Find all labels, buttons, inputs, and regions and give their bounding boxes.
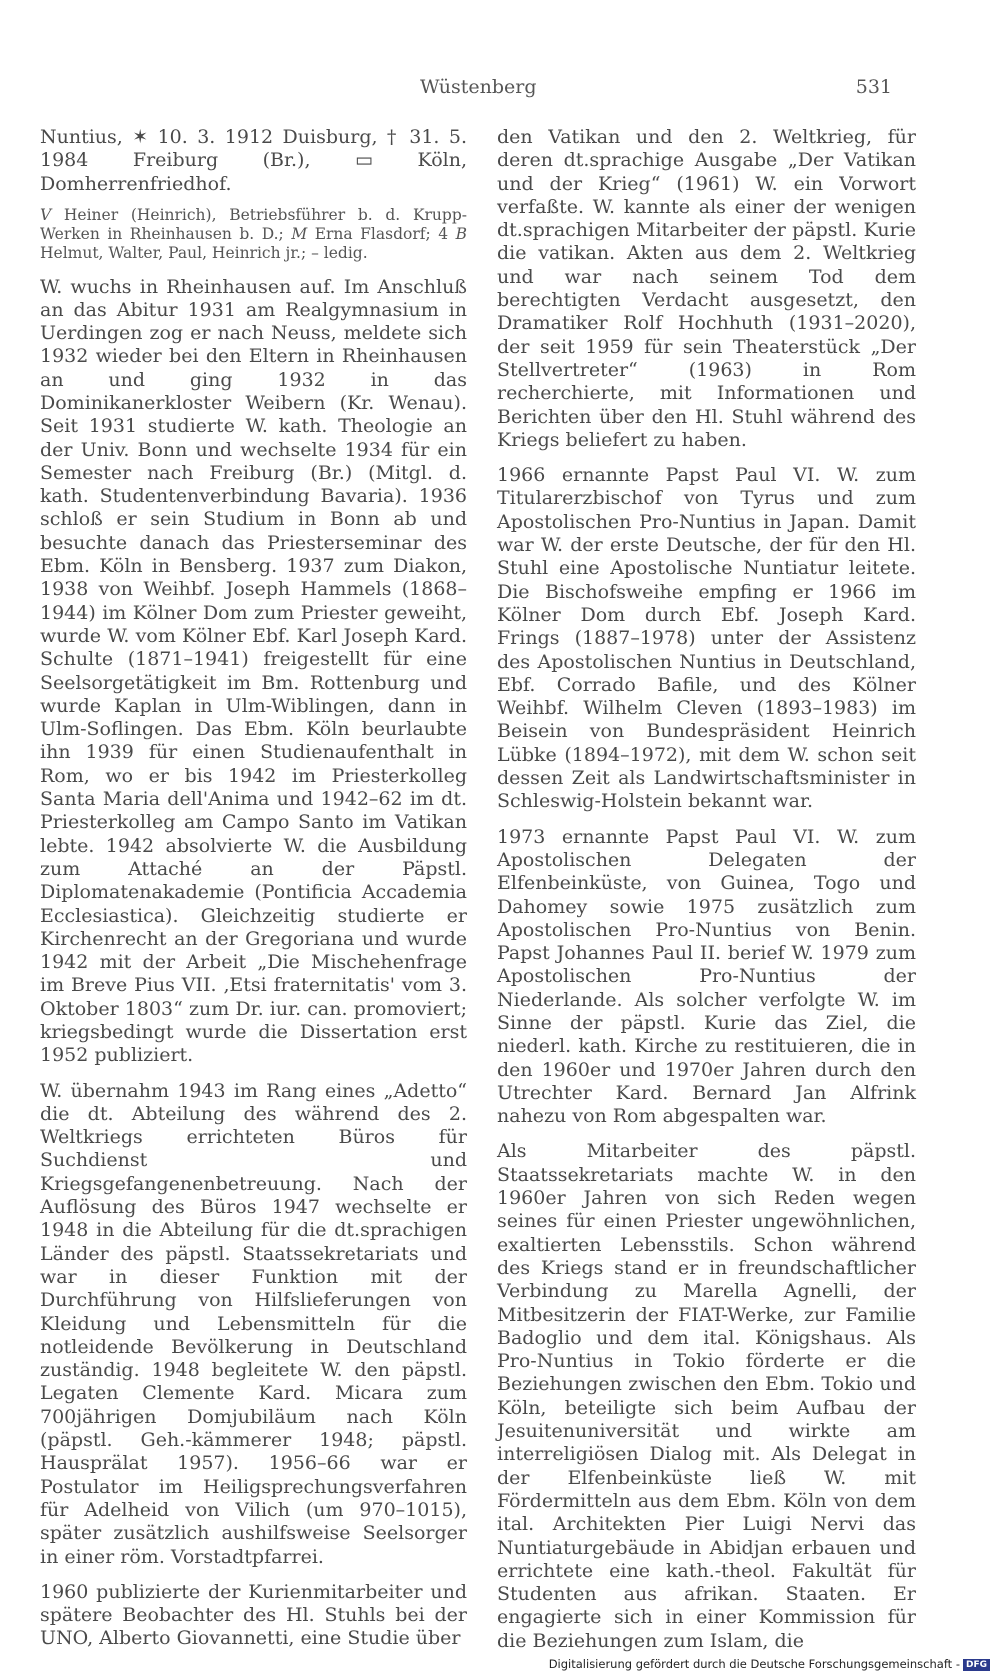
mother-text: Erna Flasdorf; 4 [307,225,456,244]
biography-dates-paragraph: Nuntius, ✶ 10. 3. 1912 Duisburg, † 31. 5. 1984 Freiburg (Br.), ▭ Köln, Domherrenfriedhof. [40,126,467,195]
siblings-text: Helmut, Walter, Paul, Heinrich jr.; – ledig. [40,244,368,263]
body-paragraph: Als Mitarbeiter des päpstl. Staatssekretariats machte W. in den 1960er Jahren von sich Reden wegen seines für einen Priester ungewöhnlichen, exaltierten Lebensstils. Schon während des Kriegs stand er in freundschaftlicher Verbindung zu Marella Agnelli, der Mitbesitzerin der FIAT-Werke, zur Familie Badoglio und dem ital. Königshaus. Als Pro-Nuntius in Tokio förderte er die Beziehungen zwischen den Ebm. Tokio und Köln, beteiligte sich beim Aufbau der Jesuitenuniversität und wirkte am interreligiösen Dialog mit. Als Delegat in der Elfenbeinküste ließ W. mit Fördermitteln aus dem Ebm. Köln von dem ital. Architekten Pier Luigi Nervi das Nuntiaturgebäude in Abidjan erbauen und errichtete eine kath.-theol. Fakultät für Studenten aus afrikan. Staaten. Er engagierte sich in einer Kommission für die Beziehungen zum Islam, die [497,1140,916,1652]
running-head: Wüstenberg [420,76,537,98]
mother-symbol: M [291,225,308,244]
body-paragraph: 1960 publizierte der Kurienmitarbeiter und spätere Beobachter des Hl. Stuhls bei der UNO, Alberto Giovannetti, eine Studie über [40,1580,467,1650]
page-header [0,76,1000,108]
dfg-logo: DFG [963,1659,990,1671]
father-symbol: V [40,205,52,224]
digitization-footer [549,1657,990,1671]
family-paragraph [40,206,467,264]
page-number: 531 [855,76,892,98]
body-paragraph: den Vatikan und den 2. Weltkrieg, für deren dt.sprachige Ausgabe „Der Vatikan und der Krieg“ (1961) W. ein Vorwort verfaßte. W. kannte als einer der wenigen dt.sprachigen Mitarbeiter der päpstl. Kurie die vatikan. Akten aus dem 2. Weltkrieg und war nach seinem Tod dem berechtigten Verdacht ausgesetzt, den Dramatiker Rolf Hochhuth (1931–2020), der seit 1959 für sein Theaterstück „Der Stellvertreter“ (1963) in Rom recherchierte, mit Informationen und Berichten über den Hl. Stuhl während des Kriegs beliefert zu haben. [497,126,916,451]
body-paragraph: W. wuchs in Rheinhausen auf. Im Anschluß an das Abitur 1931 am Realgymnasium in Uerdingen zog er nach Neuss, meldete sich 1932 wieder bei den Eltern in Rheinhausen an und ging 1932 in das Dominikanerkloster Weibern (Kr. Wenau). Seit 1931 studierte W. kath. Theologie an der Univ. Bonn und wechselte 1934 für ein Semester nach Freiburg (Br.) (Mitgl. d. kath. Studentenverbindung Bavaria). 1936 schloß er sein Studium in Bonn ab und besuchte danach das Priesterseminar des Ebm. Köln in Bensberg. 1937 zum Diakon, 1938 von Weihbf. Joseph Hammels (1868–1944) im Kölner Dom zum Priester geweiht, wurde W. vom Kölner Ebf. Karl Joseph Kard. Schulte (1871–1941) freigestellt für eine Seelsorgetätigkeit im Bm. Rottenburg und wurde Kaplan in Ulm-Wiblingen, dann in Ulm-Soflingen. Das Ebm. Köln beurlaubte ihn 1939 für einen Studienaufenthalt in Rom, wo er bis 1942 im Priesterkolleg Santa Maria dell'Anima und 1942–62 im dt. Priesterkolleg am Campo Santo im Vatikan lebte. 1942 absolvierte W. die Ausbildung zum Attaché an der Päpstl. Diplomatenakademie (Pontificia Accademia Ecclesiastica). Gleichzeitig studierte er Kirchenrecht an der Gregoriana und wurde 1942 mit der Arbeit „Die Mischehenfrage im Breve Pius VII. ‚Etsi fraternitatis' vom 3. Oktober 1803“ zum Dr. iur. can. promoviert; kriegsbedingt wurde die Dissertation erst 1952 publiziert. [40,275,467,1067]
right-column [497,126,916,1653]
body-paragraph: 1966 ernannte Papst Paul VI. W. zum Titularerzbischof von Tyrus und zum Apostolischen Pro-Nuntius in Japan. Damit war W. der erste Deutsche, der für den Hl. Stuhl eine Apostolische Nuntiatur leitete. Die Bischofsweihe empfing er 1966 im Kölner Dom durch Ebf. Joseph Kard. Frings (1887–1978) unter der Assistenz des Apostolischen Nuntius in Deutschland, Ebf. Corrado Bafile, und des Kölner Weihbf. Wilhelm Cleven (1893–1983) im Beisein von Bundespräsident Heinrich Lübke (1894–1972), mit dem W. schon seit dessen Zeit als Landwirtschaftsminister in Schleswig-Holstein bekannt war. [497,464,916,813]
left-column [40,126,467,1651]
father-text: Heiner (Heinrich), Betriebsführer b. d. Krupp-Werken in Rheinhausen b. D.; [40,205,467,244]
siblings-symbol: B [455,225,468,244]
footer-text: Digitalisierung gefördert durch die Deutsche Forschungsgemeinschaft - [548,1657,960,1671]
body-paragraph: 1973 ernannte Papst Paul VI. W. zum Apostolischen Delegaten der Elfenbeinküste, von Guinea, Togo und Dahomey sowie 1975 zusätzlich zum Apostolischen Pro-Nuntius von Benin. Papst Johannes Paul II. berief W. 1979 zum Apostolischen Pro-Nuntius der Niederlande. Als solcher verfolgte W. im Sinne der päpstl. Kurie das Ziel, die niederl. kath. Kirche zu restituieren, die in den 1960er und 1970er Jahren durch den Utrechter Kard. Bernard Jan Alfrink nahezu von Rom abgespalten war. [497,825,916,1128]
body-paragraph: W. übernahm 1943 im Rang eines „Adetto“ die dt. Abteilung des während des 2. Weltkriegs errichteten Büros für Suchdienst und Kriegsgefangenenbetreuung. Nach der Auflösung des Büros 1947 wechselte er 1948 in die Abteilung für die dt.sprachigen Länder des päpstl. Staatssekretariats und war in dieser Funktion mit der Durchführung von Hilfslieferungen von Kleidung und Lebensmitteln für die notleidende Bevölkerung in Deutschland zuständig. 1948 begleitete W. den päpstl. Legaten Clemente Kard. Micara zum 700jährigen Domjubiläum nach Köln (päpstl. Geh.-kämmerer 1948; päpstl. Hausprälat 1957). 1956–66 war er Postulator im Heiligsprechungsverfahren für Adelheid von Vilich (um 970–1015), später zusätzlich aushilfsweise Seelsorger in einer röm. Vorstadtpfarrei. [40,1079,467,1568]
